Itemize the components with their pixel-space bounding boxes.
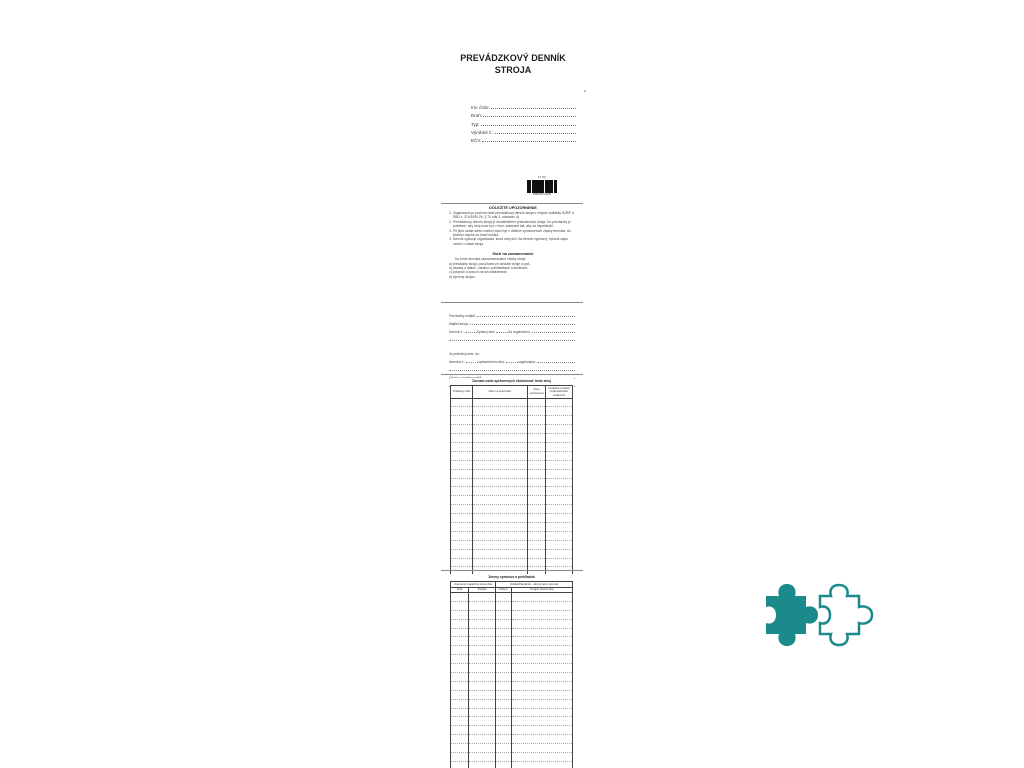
table-cell (546, 460, 573, 469)
table-cell (469, 717, 496, 726)
table-row (451, 601, 573, 610)
dotted-line (495, 133, 576, 134)
table-row (451, 505, 573, 514)
column-header: Podpis (469, 587, 496, 593)
table-cell (546, 425, 573, 434)
table-cell (511, 664, 572, 673)
table-cell (511, 628, 572, 637)
table-row (451, 398, 573, 407)
record-row (449, 326, 575, 334)
puzzle-icon[interactable] (762, 580, 880, 650)
table-row (451, 726, 573, 735)
table-cell (472, 434, 527, 443)
table-cell (469, 655, 496, 664)
operators-table-title: Zoznam osôb oprávnených obsluhovať tento stroj (472, 379, 551, 383)
table-cell (451, 425, 473, 434)
table-cell (472, 522, 527, 531)
table-row (451, 646, 573, 655)
table-cell (451, 593, 469, 602)
purpose-line: d) výmeny strojov. (449, 274, 476, 279)
table-row (451, 628, 573, 637)
cover-field-inv (471, 102, 576, 110)
table-cell (496, 690, 512, 699)
table-cell (496, 655, 512, 664)
item-text: Denník vypisuje organizácia, ktorá stroj drží. Ak denník vyplnený, vykoná zápis vedúci o stave stroja. (453, 237, 568, 246)
record-label: Denník č.: (449, 330, 464, 334)
table-cell (451, 451, 473, 460)
table-row (451, 664, 573, 673)
table-cell (527, 496, 545, 505)
dotted-line (466, 362, 478, 363)
table-row (451, 451, 573, 460)
table-cell (496, 681, 512, 690)
table-cell (527, 434, 545, 443)
table-cell (511, 753, 572, 762)
table-cell (527, 416, 545, 425)
purpose-line: c) pokynov a porúch na ich odstránenie, (449, 270, 508, 275)
table-cell (496, 664, 512, 673)
record-row (449, 364, 575, 372)
table-cell (546, 434, 573, 443)
table-row (451, 558, 573, 567)
table-cell (451, 460, 473, 469)
table-cell (527, 460, 545, 469)
table-cell (546, 531, 573, 540)
table-cell (546, 522, 573, 531)
table-cell (451, 637, 469, 646)
table-cell (469, 753, 496, 762)
record-row (449, 348, 575, 356)
item-text: Pri jeho strate alebo zničení musí byť v ďalšom vyhotovenom zápisy denníka, do ktorého zapíše sa hneď doklad. (453, 228, 571, 238)
table-cell (527, 398, 545, 407)
table-row (451, 735, 573, 744)
table-cell (496, 628, 512, 637)
table-cell (472, 496, 527, 505)
table-cell (451, 726, 469, 735)
table-cell (451, 610, 469, 619)
table-cell (472, 514, 527, 523)
table-cell (496, 726, 512, 735)
record-label: denníka č.: (449, 360, 466, 364)
table-row (451, 469, 573, 478)
table-row (451, 744, 573, 753)
table-cell (546, 540, 573, 549)
page-separator (441, 374, 583, 375)
record-label: organizácia: (517, 360, 536, 364)
dotted-line (481, 125, 576, 126)
field-label: Inv. číslo: (471, 105, 490, 111)
table-cell (546, 549, 573, 558)
table-cell (546, 478, 573, 487)
table-cell (527, 451, 545, 460)
dotted-line (449, 370, 575, 371)
table-cell (451, 505, 473, 514)
table-row (451, 619, 573, 628)
table-cell (511, 690, 572, 699)
table-cell (527, 425, 545, 434)
table-cell (451, 540, 473, 549)
table-cell (469, 593, 496, 602)
table-cell (451, 655, 469, 664)
table-cell (469, 699, 496, 708)
table-row (451, 708, 573, 717)
item-text: Prevádzkový denník stroja je neoddeliteľné príslušenstvo stroja. Do prevádzky je potrebné, aby stroj musí byť v ňom uvádzané tak, aby sa nepoškodil. (453, 219, 571, 229)
table-cell (527, 407, 545, 416)
table-cell (527, 442, 545, 451)
group-header: Oddiel/Pamätník - úkony ktoré vykonal (496, 582, 573, 588)
table-cell (496, 735, 512, 744)
table-cell (451, 496, 473, 505)
column-header: Podpis pracovníka (511, 587, 572, 593)
operators-table-block (450, 378, 573, 576)
table-cell (469, 735, 496, 744)
table-row (451, 416, 573, 425)
table-row (451, 690, 573, 699)
table-cell (472, 460, 527, 469)
table-row (451, 593, 573, 602)
table-cell (451, 690, 469, 699)
barcode-code: ET 500 (537, 176, 546, 179)
cover-field-druh (471, 110, 576, 118)
table-cell (527, 558, 545, 567)
table-row (451, 442, 573, 451)
dotted-line (532, 332, 575, 333)
table-cell (527, 531, 545, 540)
table-cell (546, 505, 573, 514)
puzzle-piece-solid-icon (766, 584, 818, 646)
field-label: Typ: (471, 121, 480, 127)
cover-field-vyrobne (471, 127, 576, 135)
table-cell (527, 487, 545, 496)
table-cell (527, 549, 545, 558)
table-cell (546, 407, 573, 416)
table-cell (469, 708, 496, 717)
table-cell (469, 619, 496, 628)
table-cell (511, 761, 572, 768)
table-row (451, 681, 573, 690)
column-header: Číslo oprávnenia (527, 386, 545, 399)
table-cell (496, 637, 512, 646)
table-cell (546, 451, 573, 460)
table-cell (472, 469, 527, 478)
table-cell (496, 673, 512, 682)
table-cell (546, 558, 573, 567)
inspections-table-body (451, 593, 573, 768)
table-cell (451, 744, 469, 753)
table-cell (546, 442, 573, 451)
table-cell (451, 416, 473, 425)
table-cell (511, 601, 572, 610)
table-cell (527, 540, 545, 549)
record-row (449, 310, 575, 318)
table-cell (451, 628, 469, 637)
item-number: 2. (449, 219, 452, 224)
table-cell (469, 761, 496, 768)
table-row (451, 637, 573, 646)
table-cell (496, 761, 512, 768)
table-cell (469, 637, 496, 646)
table-cell (496, 744, 512, 753)
item-number: 1. (449, 211, 452, 215)
table-cell (451, 717, 469, 726)
field-label: Druh: (471, 113, 483, 119)
operators-table-body (451, 398, 573, 576)
purpose-section (449, 252, 577, 279)
table-cell (451, 646, 469, 655)
record-row (449, 334, 575, 342)
table-cell (496, 717, 512, 726)
table-row (451, 549, 573, 558)
table-cell (451, 753, 469, 762)
table-cell (527, 469, 545, 478)
instruction-item (449, 211, 577, 220)
corner-mark (584, 90, 586, 92)
table-cell (451, 699, 469, 708)
table-cell (472, 451, 527, 460)
column-header: Dňa (451, 587, 469, 593)
purpose-line: b) zásahy a dátum, nárokov, prehliadkach a skúškach, (449, 266, 529, 271)
field-label: Výrobné č.: (471, 129, 494, 135)
table-cell (451, 681, 469, 690)
table-cell (451, 442, 473, 451)
table-cell (546, 469, 573, 478)
table-cell (496, 619, 512, 628)
dotted-line (506, 362, 518, 363)
table-row (451, 460, 573, 469)
record-label: Je pridelený/vrát. do: (449, 352, 480, 356)
column-header: Meno a priezvisko (472, 386, 527, 399)
table-cell (546, 416, 573, 425)
page-separator (441, 203, 583, 204)
cover-field-typ (471, 118, 576, 126)
table-cell (527, 505, 545, 514)
barcode-bar (556, 180, 557, 193)
dotted-line (449, 340, 575, 341)
table-cell (451, 398, 473, 407)
instruction-item (449, 229, 577, 238)
table-row (451, 531, 573, 540)
table-cell (451, 708, 469, 717)
table-cell (469, 628, 496, 637)
table-row (451, 655, 573, 664)
table-cell (511, 744, 572, 753)
record-label: Za organizáciu: (508, 330, 531, 334)
table-row (451, 673, 573, 682)
dotted-line (491, 108, 576, 109)
table-cell (472, 398, 527, 407)
table-cell (496, 601, 512, 610)
table-cell (451, 664, 469, 673)
cover-fields (471, 102, 576, 143)
dotted-line (483, 116, 576, 117)
record-label: Vydaný dňa: (476, 330, 496, 334)
table-cell (496, 593, 512, 602)
record-header (449, 310, 575, 388)
table-cell (469, 673, 496, 682)
table-cell (472, 549, 527, 558)
table-cell (469, 601, 496, 610)
purpose-line: a) prevádzky stroja, poruchami pri obsluhe stroje a pod., (449, 261, 532, 266)
table-cell (496, 699, 512, 708)
record-label: vystavenému dňa: (478, 360, 505, 364)
table-cell (469, 690, 496, 699)
table-row (451, 522, 573, 531)
table-cell (511, 726, 572, 735)
dotted-line (496, 332, 508, 333)
record-label: Majiteľ stroja: (449, 322, 469, 326)
group-header: Zmenený majiteľ/na stroju dňa (451, 582, 496, 588)
column-header: Pridelený dňa (451, 386, 473, 399)
table-row (451, 425, 573, 434)
table-cell (469, 681, 496, 690)
page-separator (441, 302, 583, 303)
item-number: 3. (449, 228, 452, 233)
table-row (451, 496, 573, 505)
page-separator (441, 570, 583, 571)
table-cell (472, 540, 527, 549)
table-cell (451, 522, 473, 531)
table-cell (472, 416, 527, 425)
table-cell (469, 664, 496, 673)
table-cell (451, 619, 469, 628)
table-cell (511, 673, 572, 682)
dotted-line (465, 332, 477, 333)
instructions-page (449, 206, 577, 298)
table-cell (511, 610, 572, 619)
puzzle-piece-outline-icon (820, 585, 872, 645)
barcode (527, 176, 557, 198)
inspections-table-block (450, 574, 573, 768)
table-cell (511, 681, 572, 690)
item-number: 4. (449, 237, 452, 242)
table-row (451, 761, 573, 768)
table-cell (472, 531, 527, 540)
table-cell (546, 496, 573, 505)
table-cell (511, 637, 572, 646)
table-cell (511, 593, 572, 602)
table-cell (472, 558, 527, 567)
column-header: Osobitné podpisy zodpovedného vedúceho (546, 386, 573, 399)
table-row (451, 717, 573, 726)
table-row (451, 487, 573, 496)
instruction-item (449, 220, 577, 229)
table-cell (472, 425, 527, 434)
dotted-line (477, 316, 575, 317)
table-cell (451, 735, 469, 744)
table-cell (472, 407, 527, 416)
table-cell (469, 646, 496, 655)
table-row (451, 407, 573, 416)
table-cell (496, 610, 512, 619)
column-header: Dátum (496, 587, 512, 593)
title-line-1: PREVÁDZKOVÝ DENNÍK (460, 53, 566, 63)
table-cell (527, 522, 545, 531)
purpose-heading: Slúži na zaznamenanie (492, 252, 534, 257)
table-cell (451, 549, 473, 558)
cover-sheet (440, 44, 586, 202)
field-label: EČV: (471, 137, 482, 143)
table-cell (472, 505, 527, 514)
table-row (451, 478, 573, 487)
table-cell (451, 601, 469, 610)
barcode-bars (527, 180, 557, 193)
operators-table (450, 385, 573, 576)
table-cell (472, 487, 527, 496)
table-cell (546, 398, 573, 407)
table-cell (451, 487, 473, 496)
table-row (451, 753, 573, 762)
inspections-table (450, 581, 573, 768)
barcode-number: 8586000751234 (532, 193, 552, 196)
record-row (449, 318, 575, 326)
title-line-2: STROJA (494, 65, 532, 75)
table-cell (496, 753, 512, 762)
table-cell (496, 708, 512, 717)
table-cell (496, 646, 512, 655)
table-cell (511, 708, 572, 717)
table-row (451, 540, 573, 549)
record-row (449, 356, 575, 364)
document-title (440, 52, 586, 76)
table-cell (451, 478, 473, 487)
table-row (451, 610, 573, 619)
dotted-line (537, 362, 575, 363)
table-row (451, 434, 573, 443)
table-cell (451, 673, 469, 682)
table-cell (511, 646, 572, 655)
table-cell (472, 442, 527, 451)
table-cell (527, 514, 545, 523)
table-header-row (451, 386, 573, 399)
table-cell (451, 531, 473, 540)
table-cell (451, 761, 469, 768)
table-cell (472, 478, 527, 487)
table-cell (511, 717, 572, 726)
table-cell (546, 514, 573, 523)
table-cell (511, 735, 572, 744)
inspections-table-title: Zmeny správcov a prehliadok (488, 575, 535, 579)
cover-field-ecv (471, 135, 576, 143)
instructions-heading: DÔLEŽITÉ UPOZORNENIE (489, 206, 537, 210)
table-cell (511, 619, 572, 628)
table-cell (451, 434, 473, 443)
table-cell (527, 478, 545, 487)
item-text: Organizácia je povinná viesť prevádzkový denník stroja v zmysle vyhlášky SÚBP a SBÚ č. 374/1990 Zb. § 70 ods.3, odstavec d). (453, 211, 574, 220)
table-cell (451, 514, 473, 523)
dotted-line (482, 141, 576, 142)
table-cell (511, 699, 572, 708)
table-cell (451, 469, 473, 478)
table-cell (469, 744, 496, 753)
dotted-line (470, 324, 575, 325)
table-cell (451, 558, 473, 567)
table-row (451, 514, 573, 523)
table-cell (546, 487, 573, 496)
table-cell (469, 610, 496, 619)
table-row (451, 699, 573, 708)
table-cell (451, 407, 473, 416)
purpose-line: Do tohto denníka zaznamenávame všetky stroje: (455, 257, 527, 262)
instruction-item (449, 237, 577, 246)
record-label: Prevádzky majiteľ: (449, 314, 476, 318)
table-cell (511, 655, 572, 664)
table-cell (469, 726, 496, 735)
